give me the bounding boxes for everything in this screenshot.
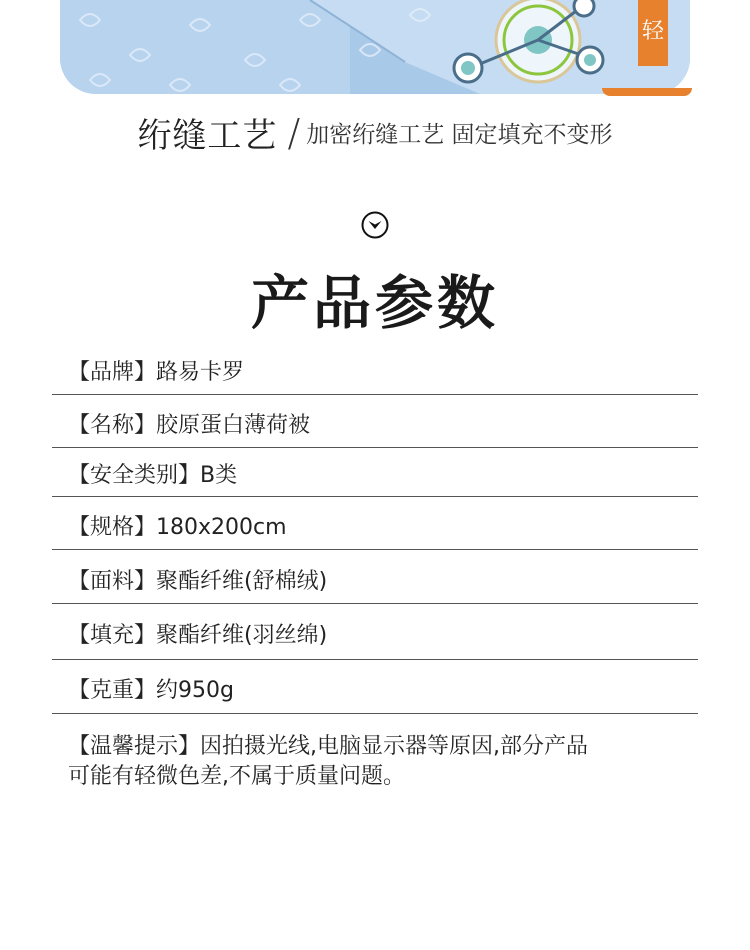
chevron-down-circle-icon <box>361 211 389 239</box>
params-table <box>52 344 698 714</box>
param-text: 【克重】约950g <box>68 678 234 703</box>
param-row-weight <box>52 660 698 714</box>
param-row-size <box>52 497 698 550</box>
craft-title: 绗缝工艺 <box>137 116 278 156</box>
param-text: 【填充】聚酯纤维(羽丝绵) <box>68 623 328 648</box>
param-row-name <box>52 395 698 448</box>
param-text: 【品牌】路易卡罗 <box>68 360 245 385</box>
param-text: 【面料】聚酯纤维(舒棉绒) <box>68 569 328 594</box>
reminder-note <box>68 732 688 792</box>
param-row-safety <box>52 448 698 497</box>
craft-heading <box>0 108 750 157</box>
param-row-fabric <box>52 550 698 604</box>
craft-separator: / <box>287 110 301 155</box>
reminder-line-2: 可能有轻微色差,不属于质量问题。 <box>68 764 405 789</box>
param-row-brand <box>52 344 698 395</box>
product-photo <box>60 0 690 94</box>
param-text: 【规格】180x200cm <box>68 515 287 540</box>
param-text: 【安全类别】B类 <box>68 463 238 488</box>
section-title: 产品参数 <box>250 269 499 337</box>
param-text: 【名称】胶原蛋白薄荷被 <box>68 413 311 438</box>
reminder-line-1: 【温馨提示】因拍摄光线,电脑显示器等原因,部分产品 <box>68 734 588 759</box>
param-row-filling <box>52 604 698 660</box>
craft-subtitle: 加密绗缝工艺 固定填充不变形 <box>306 122 613 148</box>
badge-char: 轻 <box>641 19 665 44</box>
banner-orange-strip <box>602 88 692 96</box>
